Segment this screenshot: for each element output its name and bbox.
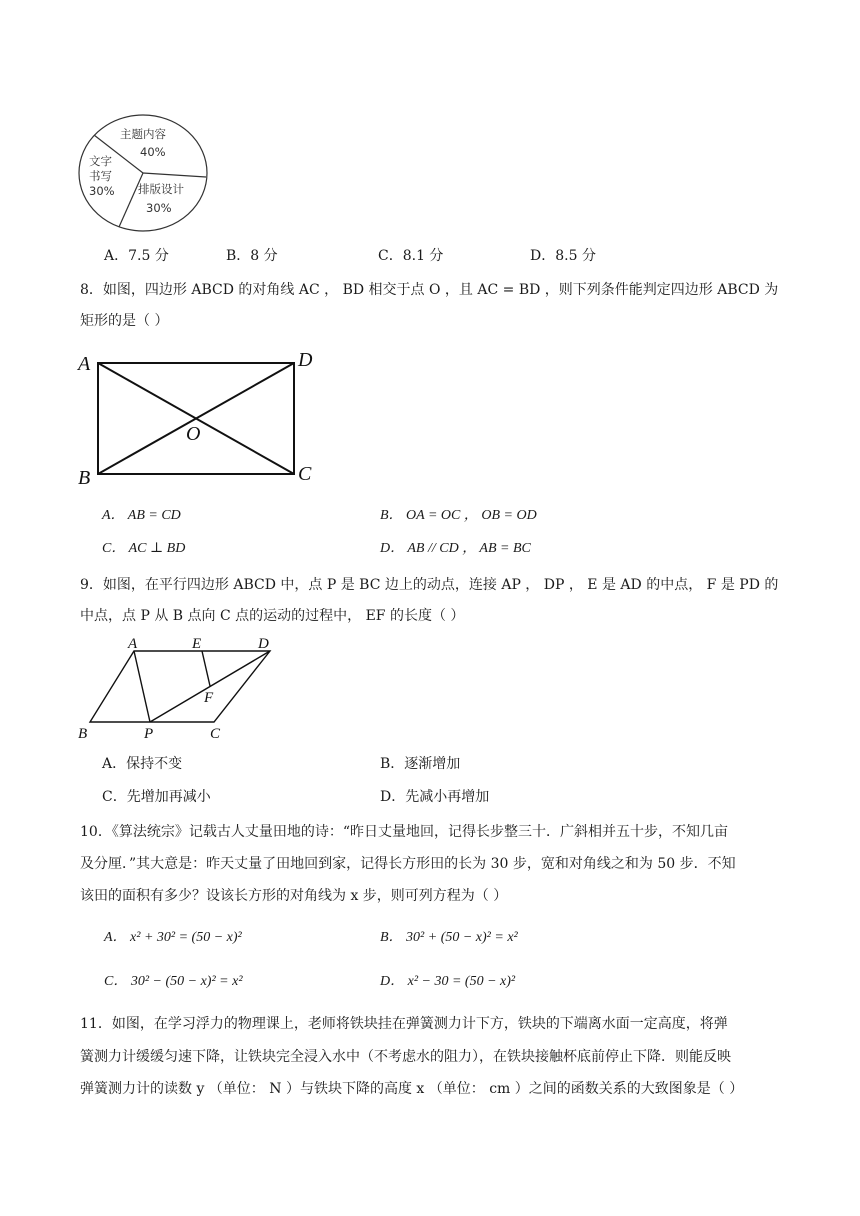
- pie-label-content: 主题内容: [120, 127, 166, 141]
- q9-stem-line1: 9．如图，在平行四边形 ABCD 中，点 P 是 BC 边上的动点，连接 AP ， DP ， E 是 AD 的中点， F 是 PD 的: [80, 577, 779, 593]
- q9-label-a: A: [128, 636, 138, 652]
- q8-stem-line1: 8．如图，四边形 ABCD 的对角线 AC ， BD 相交于点 O ，且 AC = BD ，则下列条件能判定四边形 ABCD 为: [80, 282, 779, 298]
- q9-label-p: P: [144, 726, 154, 742]
- q11-stem-line2: 簧测力计缓缓匀速下降，让铁块完全浸入水中（不考虑水的阻力），在铁块接触杯底前停止下降．则能反映: [80, 1049, 731, 1065]
- q10-option-a: A． x² + 30² = (50 − x)²: [104, 930, 242, 945]
- q8-option-a: A． AB = CD: [102, 508, 181, 523]
- q7-option-d: D．8.5 分: [530, 248, 596, 264]
- q9-parallelogram-figure: [74, 634, 284, 742]
- pie-label-writing-2: 书写: [89, 169, 112, 183]
- q10-option-d: D． x² − 30 = (50 − x)²: [380, 974, 516, 989]
- q11-stem-line1: 11．如图，在学习浮力的物理课上，老师将铁块挂在弹簧测力计下方，铁块的下端离水面一定高度，将弹: [80, 1016, 728, 1032]
- q9-label-c: C: [210, 726, 221, 742]
- q9-label-f: F: [204, 690, 214, 706]
- q8-label-d: D: [298, 349, 313, 371]
- q8-option-d: D． AB // CD ， AB = BC: [380, 541, 531, 556]
- q9-stem-line2: 中点，点 P 从 B 点向 C 点的运动的过程中， EF 的长度（ ）: [80, 608, 465, 624]
- q8-rectangle-figure: [74, 346, 324, 490]
- q9-label-e: E: [192, 636, 202, 652]
- q9-label-d: D: [258, 636, 269, 652]
- q7-option-b: B．8 分: [226, 248, 278, 264]
- q8-label-b: B: [78, 467, 91, 489]
- q9-option-b: B．逐渐增加: [380, 756, 461, 772]
- pie-pct-writing: 30%: [89, 184, 115, 198]
- pie-pct-content: 40%: [140, 145, 166, 159]
- q8-stem-line2: 矩形的是（ ）: [80, 313, 169, 329]
- q8-label-o: O: [186, 423, 201, 445]
- pie-label-layout: 排版设计: [138, 182, 184, 196]
- q9-option-c: C．先增加再减小: [102, 789, 211, 805]
- q8-label-a: A: [78, 353, 91, 375]
- q10-stem-line3: 该田的面积有多少？设该长方形的对角线为 x 步，则可列方程为（ ）: [80, 888, 508, 904]
- q7-option-c: C．8.1 分: [378, 248, 444, 264]
- q9-label-b: B: [78, 726, 88, 742]
- pie-chart: [76, 113, 210, 233]
- q10-stem-line2: 及分厘．”其大意是：昨天丈量了田地回到家，记得长方形田的长为 30 步，宽和对角线之和为 50 步．不知: [80, 856, 736, 872]
- pie-label-writing-1: 文字: [89, 154, 112, 168]
- q10-option-b: B． 30² + (50 − x)² = x²: [380, 930, 518, 945]
- pie-pct-layout: 30%: [146, 201, 172, 215]
- q9-option-a: A．保持不变: [102, 756, 183, 772]
- q8-option-b: B． OA = OC ， OB = OD: [380, 508, 537, 523]
- q10-option-c: C． 30² − (50 − x)² = x²: [104, 974, 243, 989]
- q7-option-a: A．7.5 分: [104, 248, 169, 264]
- q8-option-c: C． AC ⊥ BD: [102, 541, 186, 556]
- q9-option-d: D．先减小再增加: [380, 789, 490, 805]
- q11-stem-line3: 弹簧测力计的读数 y （单位： N ）与铁块下降的高度 x （单位： cm ）之间的函数关系的大致图象是（ ）: [80, 1081, 744, 1097]
- q10-stem-line1: 10．《算法统宗》记载古人丈量田地的诗：“昨日丈量地回，记得长步整三十．广斜相并五十步，不知几亩: [80, 824, 728, 840]
- q8-label-c: C: [298, 463, 312, 485]
